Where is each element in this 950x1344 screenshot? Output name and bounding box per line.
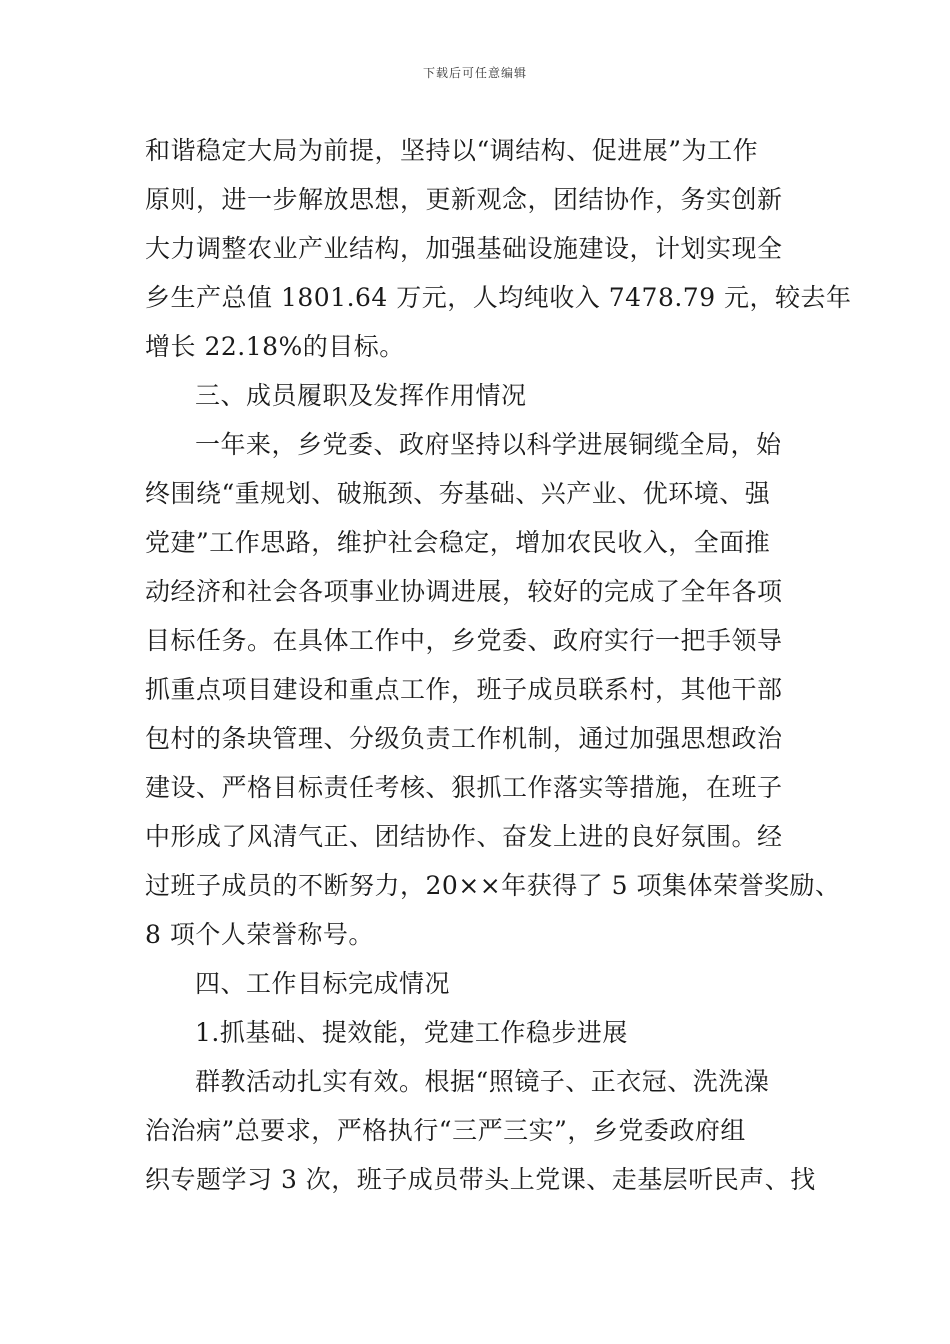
- text-line: 过班子成员的不断努力，20××年获得了 5 项集体荣誉奖励、: [145, 871, 841, 900]
- text-line: 中形成了风清气正、团结协作、奋发上进的良好氛围。经: [145, 822, 783, 851]
- text-line: 党建”工作思路，维护社会稳定，增加农民收入，全面推: [145, 528, 771, 557]
- text-line: 一年来，乡党委、政府坚持以科学进展铜缆全局，始: [195, 430, 782, 459]
- text-line: 建设、严格目标责任考核、狠抓工作落实等措施，在班子: [145, 773, 783, 802]
- text-line: 目标任务。在具体工作中，乡党委、政府实行一把手领导: [145, 626, 783, 655]
- text-line: 四、工作目标完成情况: [195, 969, 451, 998]
- text-line: 乡生产总值 1801.64 万元，人均纯收入 7478.79 元，较去年: [145, 283, 852, 312]
- text-line: 治治病”总要求，严格执行“三严三实”，乡党委政府组: [145, 1116, 746, 1145]
- text-line: 8 项个人荣誉称号。: [145, 920, 374, 949]
- text-line: 抓重点项目建设和重点工作，班子成员联系村，其他干部: [145, 675, 783, 704]
- text-line: 和谐稳定大局为前提，坚持以“调结构、促进展”为工作: [145, 136, 759, 165]
- text-line: 三、成员履职及发挥作用情况: [195, 381, 527, 410]
- text-line: 终围绕“重规划、破瓶颈、夯基础、兴产业、优环境、强: [145, 479, 771, 508]
- text-line: 增长 22.18%的目标。: [145, 332, 405, 361]
- text-line: 包村的条块管理、分级负责工作机制，通过加强思想政治: [145, 724, 783, 753]
- document-body: [145, 126, 852, 1204]
- page-header: 下载后可任意编辑: [422, 66, 527, 80]
- text-line: 织专题学习 3 次，班子成员带头上党课、走基层听民声、找: [145, 1165, 816, 1194]
- text-line: 原则，进一步解放思想，更新观念，团结协作，务实创新: [145, 185, 783, 214]
- text-line: 1.抓基础、提效能，党建工作稳步进展: [195, 1018, 628, 1047]
- text-line: 动经济和社会各项事业协调进展，较好的完成了全年各项: [145, 577, 783, 606]
- text-line: 大力调整农业产业结构，加强基础设施建设，计划实现全: [145, 234, 783, 263]
- text-line: 群教活动扎实有效。根据“照镜子、正衣冠、洗洗澡: [195, 1067, 770, 1096]
